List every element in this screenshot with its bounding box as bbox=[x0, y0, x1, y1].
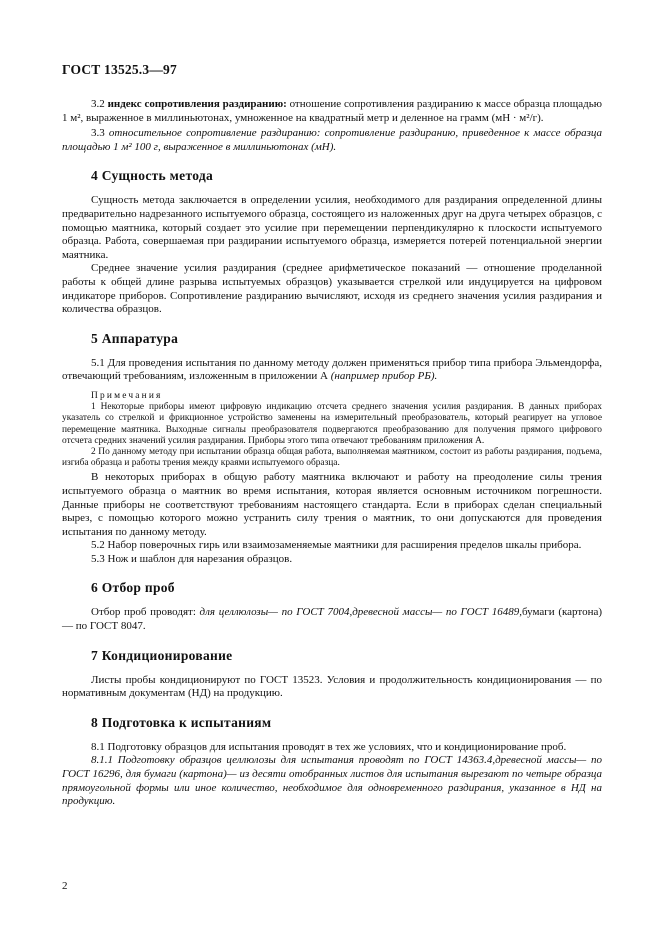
section-7-text: Листы пробы кондиционируют по ГОСТ 13523. Условия и продолжительность кондиционирования — по нормативным документам (НД) на продукцию. bbox=[62, 673, 602, 700]
clause-3-2-number: 3.2 bbox=[91, 98, 108, 110]
section-4-paragraph-2: Среднее значение усилия раздирания (среднее арифметическое показаний — отношение проделанной работы к общей длине разрыва испытуемых образцов) указывается стрелкой или индуцируется на цифровом индикаторе приборов. Сопротивление раздиранию вычисляют, исходя из среднего значения усилия раздирания и количества образцов. bbox=[62, 262, 602, 316]
clause-3-2 bbox=[62, 98, 602, 125]
section-6-text-b: для целлюлозы— по ГОСТ 7004,древесной массы— по ГОСТ 16489, bbox=[199, 606, 522, 619]
notes-title: Примечания bbox=[91, 390, 163, 401]
clause-8-1-1-text: 8.1.1 Подготовку образцов целлюлозы для испытания проводят по ГОСТ 14363.4,древесной массы— по ГОСТ 16296, для бумаги (картона)— из десяти отобранных листов для испытания вырезают по четыре образца прямоугольной формы или иное количество, необходимое для одновременного раздирания, указанное в НД на продукцию. bbox=[62, 754, 602, 808]
page-number: 2 bbox=[62, 880, 68, 892]
note-1: 1 Некоторые приборы имеют цифровую индикацию отсчета среднего значения усилия раздирания. В данных приборах указатель со стрелкой и фрикционное устройство заменены на измерительный преобразователь, который реагирует на угловое перемещение маятника. Выходные сигналы преобразователя подвергаются преобразованию для получения прямого цифрового отсчета средних значений усилия раздирания. Приборы этого типа отвечают требованиям приложения А. bbox=[62, 402, 602, 446]
section-4-paragraph-1: Сущность метода заключается в определении усилия, необходимого для раздирания определенной длины предварительно надрезанного испытуемого образца, состоящего из наложенных друг на друга четырех образцов, с помощью маятника, который создает это усилие при перемещении перпендикулярно к плоскости испытуемого образца. Работа, совершаемая при раздирании испытуемого образца, измеряется потерей потенциальной энергии маятника. bbox=[62, 194, 602, 261]
clause-5-1-example: (например прибор РБ). bbox=[330, 370, 438, 383]
clause-8-1: 8.1 Подготовку образцов для испытания проводят в тех же условиях, что и кондиционирование проб. bbox=[91, 740, 567, 753]
clause-5-1-text: 5.1 Для проведения испытания по данному методу должен применяться прибор типа прибора Эльмендорфа, отвечающий требованиям, изложенным в приложении А bbox=[62, 356, 602, 383]
document-page bbox=[62, 62, 602, 809]
note-2: 2 По данному методу при испытании образца общая работа, выполняемая маятником, состоит из работы раздирания, подъема, изгиба образца и работы трения между краями испытуемого образца. bbox=[62, 446, 602, 469]
clause-3-3-number: 3.3 bbox=[91, 127, 109, 140]
section-6-title: 6 Отбор проб bbox=[91, 580, 175, 596]
section-5-title: 5 Аппаратура bbox=[91, 330, 179, 346]
document-header: ГОСТ 13525.3—97 bbox=[62, 62, 177, 77]
clause-3-2-term: индекс сопротивления раздиранию: bbox=[107, 98, 287, 110]
clause-3-3 bbox=[62, 127, 602, 154]
notes-block bbox=[62, 391, 602, 469]
clause-3-3-text: относительное сопротивление раздиранию: сопротивление раздиранию, приведенное к массе образца площадью 1 м² 100 г, выраженное в миллиньютонах (мН). bbox=[62, 127, 603, 153]
clause-8-1-1 bbox=[62, 754, 602, 808]
section-6-text-c: бумаги (картона) — по ГОСТ 8047. bbox=[62, 606, 603, 633]
section-6-text-a: Отбор проб проводят: bbox=[91, 606, 200, 619]
clause-5-2: 5.2 Набор поверочных гирь или взаимозаменяемые маятники для расширения пределов шкалы прибора. bbox=[91, 539, 582, 552]
friction-paragraph: В некоторых приборах в общую работу маятника включают и работу на преодоление силы трения испытуемого образца о маятник во время испытания, которая является основным источником погрешности. Данные приборы не соответствуют требованиям настоящего стандарта. Если в приборах сделан специальный вырез, с помощью которого можно устранить силу трения о маятник, то они допускаются для проведения испытания по данному методу. bbox=[62, 471, 602, 538]
clause-5-3: 5.3 Нож и шаблон для нарезания образцов. bbox=[91, 552, 293, 565]
section-6-text bbox=[62, 606, 602, 633]
section-4-title: 4 Сущность метода bbox=[91, 168, 214, 184]
clause-5-1 bbox=[62, 357, 602, 384]
section-8-title: 8 Подготовка к испытаниям bbox=[91, 714, 272, 730]
clause-3-2-text: отношение сопротивления раздиранию к массе образца площадью 1 м², выраженное в миллиньютонах, умноженное на квадратный метр и деленное на грамм (мН · м²/г). bbox=[62, 98, 602, 124]
section-7-title: 7 Кондиционирование bbox=[91, 647, 233, 663]
